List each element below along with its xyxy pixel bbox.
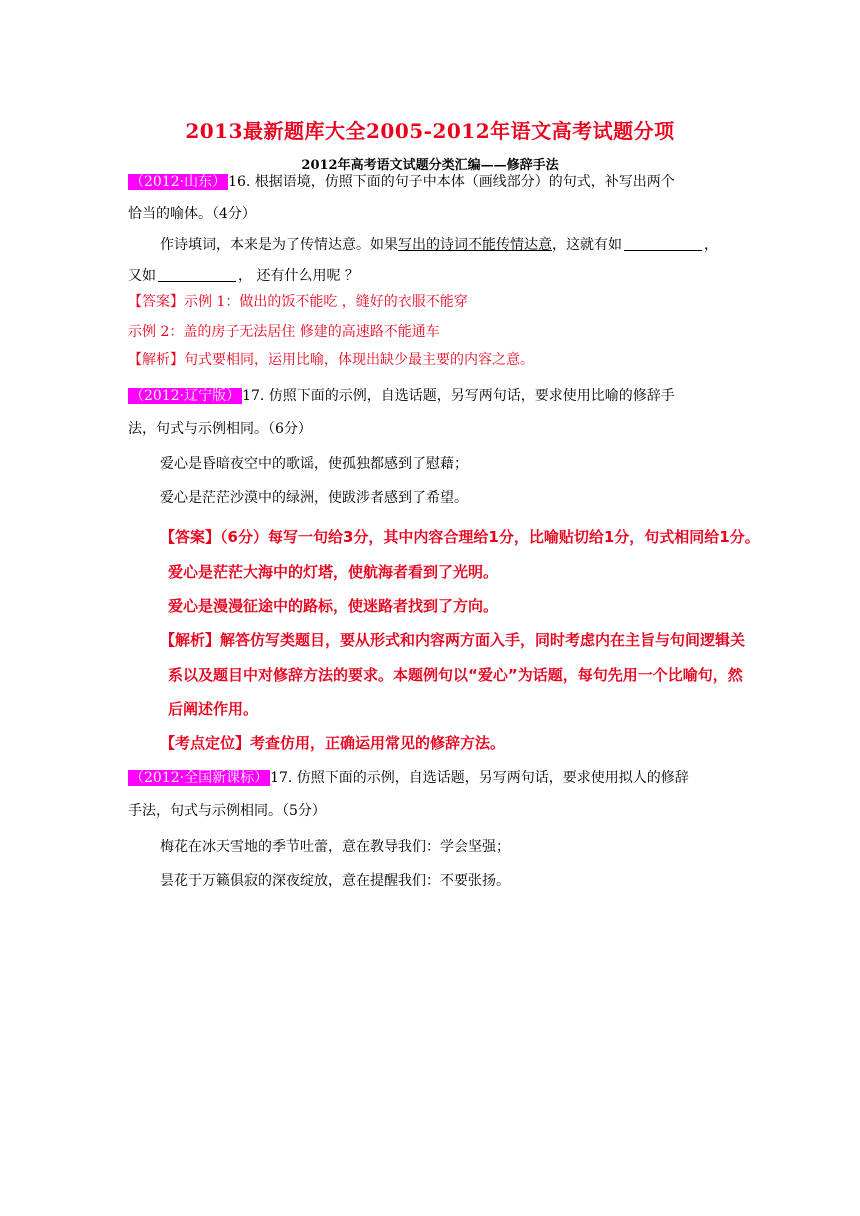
- q1-analysis: 【解析】句式要相同，运用比喻，体现出缺少最主要的内容之意。: [128, 352, 534, 368]
- q3-prompt-line1: 17. 仿照下面的示例，自选话题，另写两句话，要求使用拟人的修辞: [270, 770, 689, 786]
- q1-prompt-line1: 16. 根据语境，仿照下面的句子中本体（画线部分）的句式，补写出两个: [228, 174, 675, 190]
- q2-keypoint-line: 【考点定位】考查仿用，正确运用常见的修辞方法。: [160, 734, 506, 752]
- q2-line1: [128, 386, 675, 406]
- q2-prompt-line1: 17. 仿照下面的示例，自选话题，另写两句话，要求使用比喻的修辞手: [242, 388, 675, 404]
- q1-answer-2: 示例 2：盖的房子无法居住 修建的高速路不能通车: [128, 324, 440, 340]
- q2-analysis-line: 系以及题目中对修辞方法的要求。本题例句以“爱心”为话题，每句先用一个比喻句，然: [168, 666, 743, 684]
- q3-prompt-line2: 手法，句式与示例相同。（5分）: [128, 803, 326, 819]
- q3-line1: [128, 768, 689, 788]
- document-subtitle: 2012年高考语文试题分类汇编——修辞手法: [301, 158, 559, 173]
- q2-example-2: 爱心是茫茫沙漠中的绿洲，使跋涉者感到了希望。: [160, 490, 468, 506]
- q1-blank-2[interactable]: [158, 267, 236, 282]
- q1-underlined-phrase: 写出的诗词不能传情达意: [398, 237, 552, 253]
- q2-example-1: 爱心是昏暗夜空中的歌谣，使孤独都感到了慰藉；: [160, 456, 468, 472]
- q3-example-1: 梅花在冰天雪地的季节吐蕾，意在教导我们：学会坚强；: [160, 839, 510, 855]
- q1-text-line1: 作诗填词，本来是为了传情达意。如果写出的诗词不能传情达意，这就有如 ，: [160, 237, 718, 253]
- q2-prompt-line2: 法，句式与示例相同。（6分）: [128, 421, 312, 437]
- q1-text-line2: 又如 ， 还有什么用呢 ？: [128, 268, 359, 284]
- document-title: 2013最新题库大全2005-2012年语文高考试题分项: [185, 119, 675, 143]
- q2-analysis-line: 后阐述作用。: [168, 700, 259, 718]
- q1-prompt-line2: 恰当的喻体。（4分）: [128, 206, 256, 222]
- q2-answer-line: 【答案】（6分）每写一句给3分，其中内容合理给1分，比喻贴切给1分，句式相同给1分。: [160, 528, 760, 546]
- q1-answer-1: 【答案】示例 1：做出的饭不能吃 ，缝好的衣服不能穿: [128, 294, 468, 310]
- q1-source-tag: （2012·山东）: [130, 174, 227, 190]
- q1-blank-1[interactable]: [624, 236, 702, 251]
- q3-example-2: 昙花于万籁俱寂的深夜绽放，意在提醒我们：不要张扬。: [160, 873, 510, 889]
- q1-line1: [128, 172, 675, 192]
- q2-answer-line: 爱心是漫漫征途中的路标，使迷路者找到了方向。: [168, 597, 499, 615]
- q2-source-tag: （2012·辽宁版）: [130, 388, 241, 404]
- q2-analysis-line: 【解析】解答仿写类题目，要从形式和内容两方面入手，同时考虑内在主旨与句间逻辑关: [160, 631, 746, 649]
- q2-answer-line: 爱心是茫茫大海中的灯塔，使航海者看到了光明。: [168, 563, 499, 581]
- q3-source-tag: （2012·全国新课标）: [130, 770, 269, 786]
